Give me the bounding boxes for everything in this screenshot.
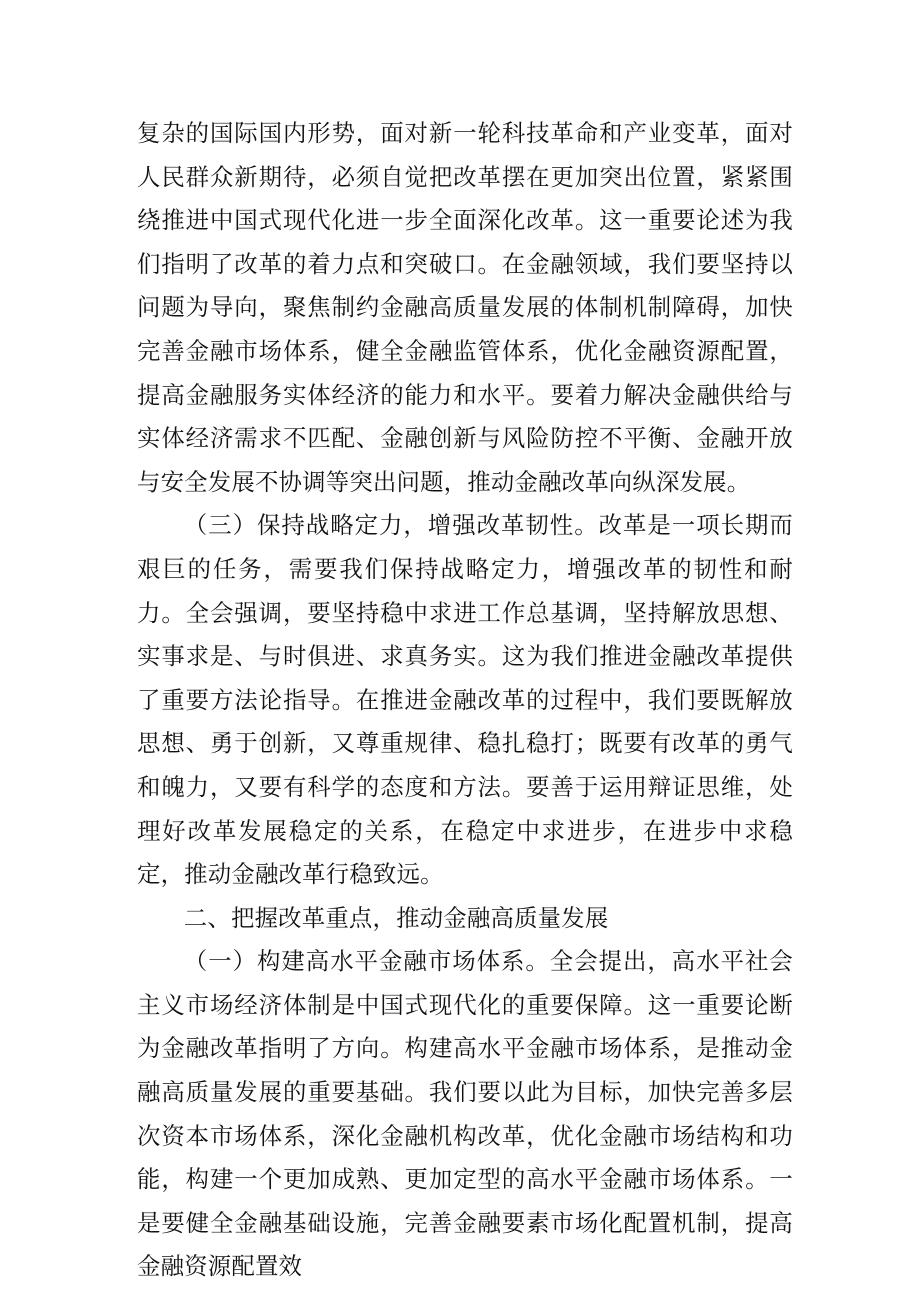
section-heading-2: 二、把握改革重点，推动金融高质量发展	[183, 903, 609, 932]
body-paragraph-2: （三）保持战略定力，增强改革韧性。改革是一项长期而艰巨的任务，需要我们保持战略定力，增强改革的韧性和耐力。全会强调，要坚持稳中求进工作总基调，坚持解放思想、实事求是、与时俱进、求真务实。这为我们推进金融改革提供了重要方法论指导。在推进金融改革的过程中，我们要既解放思想、勇于创新，又尊重规律、稳扎稳打；既要有改革的勇气和魄力，又要有科学的态度和方法。要善于运用辩证思维，处理好改革发展稳定的关系，在稳定中求进步，在进步中求稳定，推动金融改革行稳致远。	[137, 511, 793, 889]
document-body	[137, 112, 793, 1289]
body-paragraph-1: 复杂的国际国内形势，面对新一轮科技革命和产业变革，面对人民群众新期待，必须自觉把改革摆在更加突出位置，紧紧围绕推进中国式现代化进一步全面深化改革。这一重要论述为我们指明了改革的着力点和突破口。在金融领域，我们要坚持以问题为导向，聚焦制约金融高质量发展的体制机制障碍，加快完善金融市场体系，健全金融监管体系，优化金融资源配置，提高金融服务实体经济的能力和水平。要着力解决金融供给与实体经济需求不匹配、金融创新与风险防控不平衡、金融开放与安全发展不协调等突出问题，推动金融改革向纵深发展。	[137, 119, 793, 496]
body-paragraph-3: （一）构建高水平金融市场体系。全会提出，高水平社会主义市场经济体制是中国式现代化的重要保障。这一重要论断为金融改革指明了方向。构建高水平金融市场体系，是推动金融高质量发展的重要基础。我们要以此为目标，加快完善多层次资本市场体系，深化金融机构改革，优化金融市场结构和功能，构建一个更加成熟、更加定型的高水平金融市场体系。一是要健全金融基础设施，完善金融要素市场化配置机制，提高金融资源配置效	[137, 947, 793, 1281]
